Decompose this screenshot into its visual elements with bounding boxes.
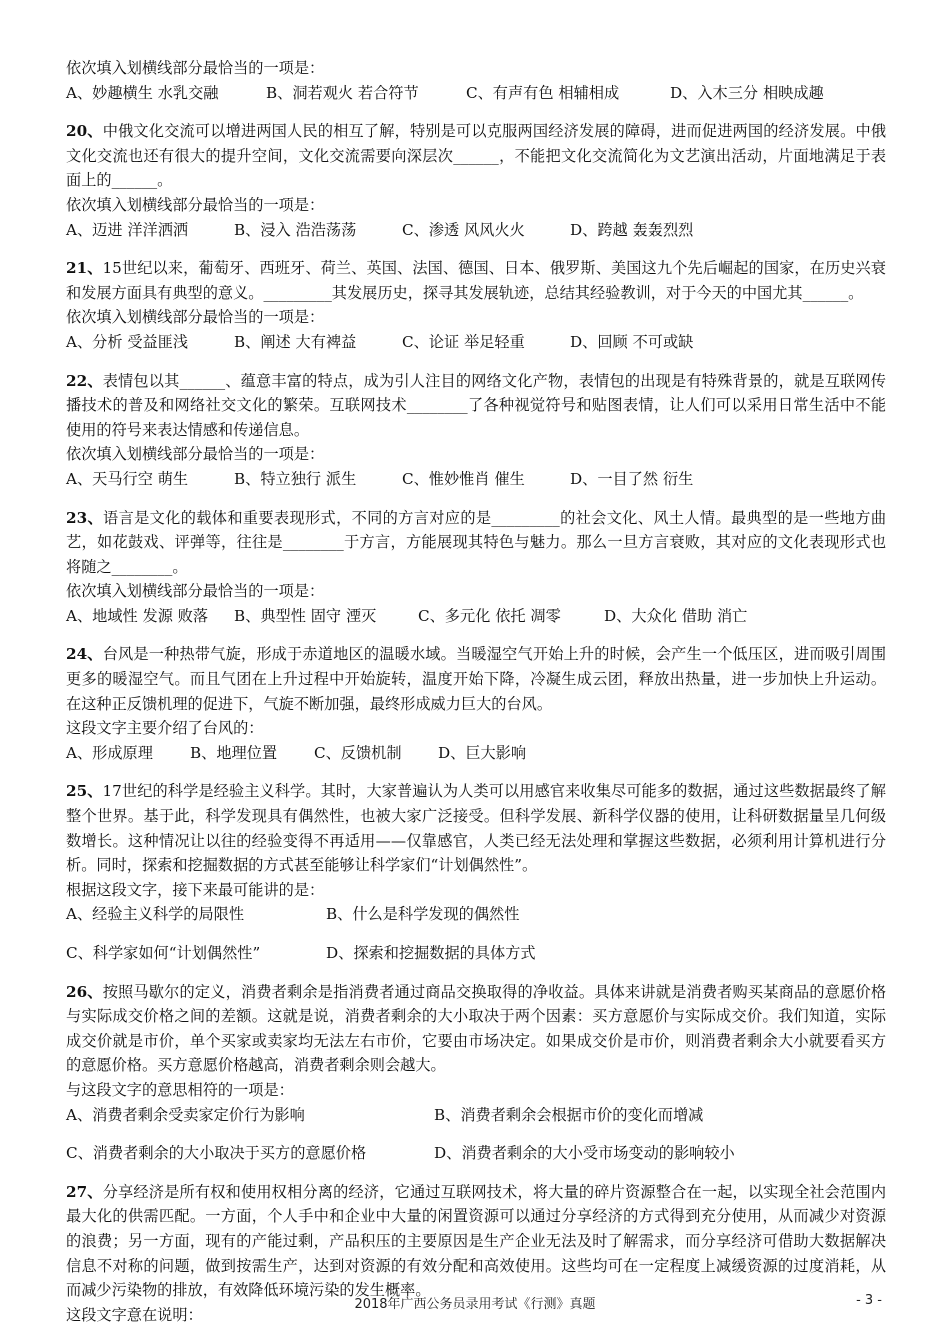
question-26 — [66, 980, 886, 1166]
option-a: A、迈进 洋洋洒洒 — [66, 220, 189, 239]
question-stem — [66, 119, 886, 193]
question-number: 26、 — [66, 982, 103, 1001]
question-number: 22、 — [66, 371, 103, 390]
option-c: C、科学家如何“计划偶然性” — [66, 944, 261, 962]
question-prompt: 依次填入划横线部分最恰当的一项是： — [66, 445, 325, 464]
option-d: D、入木三分 相映成趣 — [670, 83, 824, 102]
option-c: C、反馈机制 — [314, 743, 402, 762]
question-23 — [66, 506, 886, 629]
question-text: 台风是一种热带气旋，形成于赤道地区的温暖水域。当暖湿空气开始上升的时候，会产生一个低压区，进而吸引周围更多的暖湿空气。而且气团在上升过程中开始旋转，温度开始下降，冷凝生成云团，释放出热量，进一步加快上升运动。在这种正反馈机理的促进下，气旋不断加强，最终形成威力巨大的台风。 — [66, 645, 887, 713]
option-d: D、回顾 不可或缺 — [570, 332, 694, 351]
question-stem — [66, 256, 886, 305]
option-b: B、浸入 浩浩荡荡 — [234, 220, 357, 239]
option-a: A、经验主义科学的局限性 — [66, 905, 245, 924]
option-d: D、巨大影响 — [438, 743, 527, 762]
options-row — [66, 941, 886, 966]
question-text: 语言是文化的载体和重要表现形式，不同的方言对应的是_________的社会文化、风土人情。最典型的是一些地方曲艺，如花鼓戏、评弹等，往往是________于方言，方能展现其特色与魅力。那么一旦方言衰败，其对应的文化表现形式也将随之________。 — [66, 508, 887, 576]
option-c: C、渗透 风风火火 — [402, 220, 525, 239]
options-row — [66, 467, 886, 492]
exam-page — [66, 56, 886, 1327]
question-prompt: 与这段文字的意思相符的一项是： — [66, 1080, 294, 1099]
option-a: A、消费者剩余受卖家定价行为影响 — [66, 1105, 305, 1124]
question-19-tail — [66, 56, 886, 105]
option-a: A、天马行空 萌生 — [66, 469, 189, 488]
question-prompt: 这段文字意在说明： — [66, 1305, 203, 1324]
option-c: C、论证 举足轻重 — [402, 332, 525, 351]
option-b: B、典型性 固守 湮灭 — [234, 606, 377, 625]
option-b: B、阐述 大有裨益 — [234, 332, 357, 351]
question-prompt: 根据这段文字，接下来最可能讲的是： — [66, 880, 325, 899]
option-a: A、妙趣横生 水乳交融 — [66, 83, 219, 102]
option-c: C、消费者剩余的大小取决于买方的意愿价格 — [66, 1144, 367, 1163]
option-c: C、有声有色 相辅相成 — [466, 83, 620, 102]
option-d: D、跨越 轰轰烈烈 — [570, 220, 694, 239]
question-22 — [66, 369, 886, 492]
question-prompt: 这段文字主要介绍了台风的： — [66, 719, 264, 738]
page-number: - 3 - — [856, 1293, 882, 1308]
question-text: 分享经济是所有权和使用权相分离的经济，它通过互联网技术，将大量的碎片资源整合在一起，以实现全社会范围内最大化的供需匹配。一方面，个人手中和企业中大量的闲置资源可以通过分享经济的方式得到充分使用，从而减少对资源的浪费；另一方面，现有的产能过剩，产品积压的主要原因是生产企业无法及时了解需求，而分享经济可借助大数据解决信息不对称的问题，做到按需生产，达到对资源的有效分配和高效使用。这些均可在一定程度上减缓资源的过度消耗，从而减少污染物的排放，有效降低环境污染的发生概率。 — [66, 1182, 887, 1300]
option-b: B、地理位置 — [190, 743, 278, 762]
question-number: 27、 — [66, 1182, 103, 1201]
options-row — [66, 218, 886, 243]
option-b: B、特立独行 派生 — [234, 469, 357, 488]
question-prompt: 依次填入划横线部分最恰当的一项是： — [66, 582, 325, 601]
option-c: C、惟妙惟肖 催生 — [402, 469, 525, 488]
question-prompt: 依次填入划横线部分最恰当的一项是： — [66, 59, 325, 77]
option-b: B、消费者剩余会根据市价的变化而增减 — [434, 1105, 704, 1124]
option-a: A、分析 受益匪浅 — [66, 332, 189, 351]
option-d: D、消费者剩余的大小受市场变动的影响较小 — [434, 1144, 735, 1163]
option-a: A、形成原理 — [66, 743, 153, 762]
options-row — [66, 330, 886, 355]
options-row — [66, 1141, 886, 1166]
question-number: 25、 — [66, 782, 103, 801]
question-stem — [66, 1180, 886, 1303]
options-row — [66, 902, 886, 927]
question-21 — [66, 256, 886, 354]
question-20 — [66, 119, 886, 242]
question-number: 20、 — [66, 122, 103, 141]
question-number: 24、 — [66, 645, 103, 664]
question-text: 表情包以其______、蕴意丰富的特点，成为引人注目的网络文化产物，表情包的出现是有特殊背景的，就是互联网传播技术的普及和网络社交文化的繁荣。互联网技术________了各种视觉符号和贴图表情，让人们可以采用日常生活中不能使用的符号来表达情感和传递信息。 — [66, 371, 886, 439]
option-a: A、地域性 发源 败落 — [66, 606, 209, 625]
question-number: 21、 — [66, 259, 103, 278]
question-prompt: 依次填入划横线部分最恰当的一项是： — [66, 195, 325, 214]
question-24 — [66, 642, 886, 765]
question-stem — [66, 980, 886, 1078]
footer-title: 2018年广西公务员录用考试《行测》真题 — [354, 1297, 596, 1312]
question-stem — [66, 369, 886, 443]
options-row — [66, 604, 886, 629]
option-b: B、洞若观火 若合符节 — [266, 83, 419, 102]
question-stem — [66, 779, 886, 877]
options-row — [66, 81, 886, 106]
question-stem — [66, 642, 886, 716]
option-c: C、多元化 依托 凋零 — [418, 606, 561, 625]
question-number: 23、 — [66, 508, 104, 527]
question-25 — [66, 779, 886, 965]
question-stem — [66, 506, 886, 580]
question-text: 中俄文化交流可以增进两国人民的相互了解，特别是可以克服两国经济发展的障碍，进而促进两国的经济发展。中俄文化交流也还有很大的提升空间，文化交流需要向深层次______，不能把文化交流简化为文艺演出活动，片面地满足于表面上的______。 — [66, 122, 887, 190]
question-text: 15世纪以来，葡萄牙、西班牙、荷兰、英国、法国、德国、日本、俄罗斯、美国这九个先后崛起的国家，在历史兴衰和发展方面具有典型的意义。_________其发展历史，探寻其发展轨迹，总结其经验教训，对于今天的中国尤其______。 — [66, 259, 886, 302]
option-d: D、探索和挖掘数据的具体方式 — [326, 944, 536, 962]
option-b: B、什么是科学发现的偶然性 — [326, 905, 520, 924]
options-row — [66, 1103, 886, 1128]
options-row — [66, 741, 886, 766]
option-d: D、一目了然 衍生 — [570, 469, 694, 488]
question-text: 17世纪的科学是经验主义科学。其时，大家普遍认为人类可以用感官来收集尽可能多的数据，通过这些数据最终了解整个世界。基于此，科学发现具有偶然性，也被大家广泛接受。但科学发展、新科学仪器的使用，让科研数据量呈几何级数增长。这种情况让以往的经验变得不再适用——仅靠感官，人类已经无法处理和掌握这些数据，必须利用计算机进行分析。同时，探索和挖掘数据的方式甚至能够让科学家们“计划偶然性”。 — [66, 782, 886, 875]
option-d: D、大众化 借助 消亡 — [604, 606, 748, 625]
question-text: 按照马歇尔的定义，消费者剩余是指消费者通过商品交换取得的净收益。具体来讲就是消费者购买某商品的意愿价格与实际成交价格之间的差额。这就是说，消费者剩余的大小取决于两个因素：买方意愿价与实际成交价。我们知道，实际成交价就是市价，单个买家或卖家均无法左右市价，它要由市场决定。如果成交价是市价，则消费者剩余大小就要看买方的意愿价格。买方意愿价格越高，消费者剩余则会越大。 — [66, 982, 887, 1075]
question-prompt: 依次填入划横线部分最恰当的一项是： — [66, 308, 325, 327]
